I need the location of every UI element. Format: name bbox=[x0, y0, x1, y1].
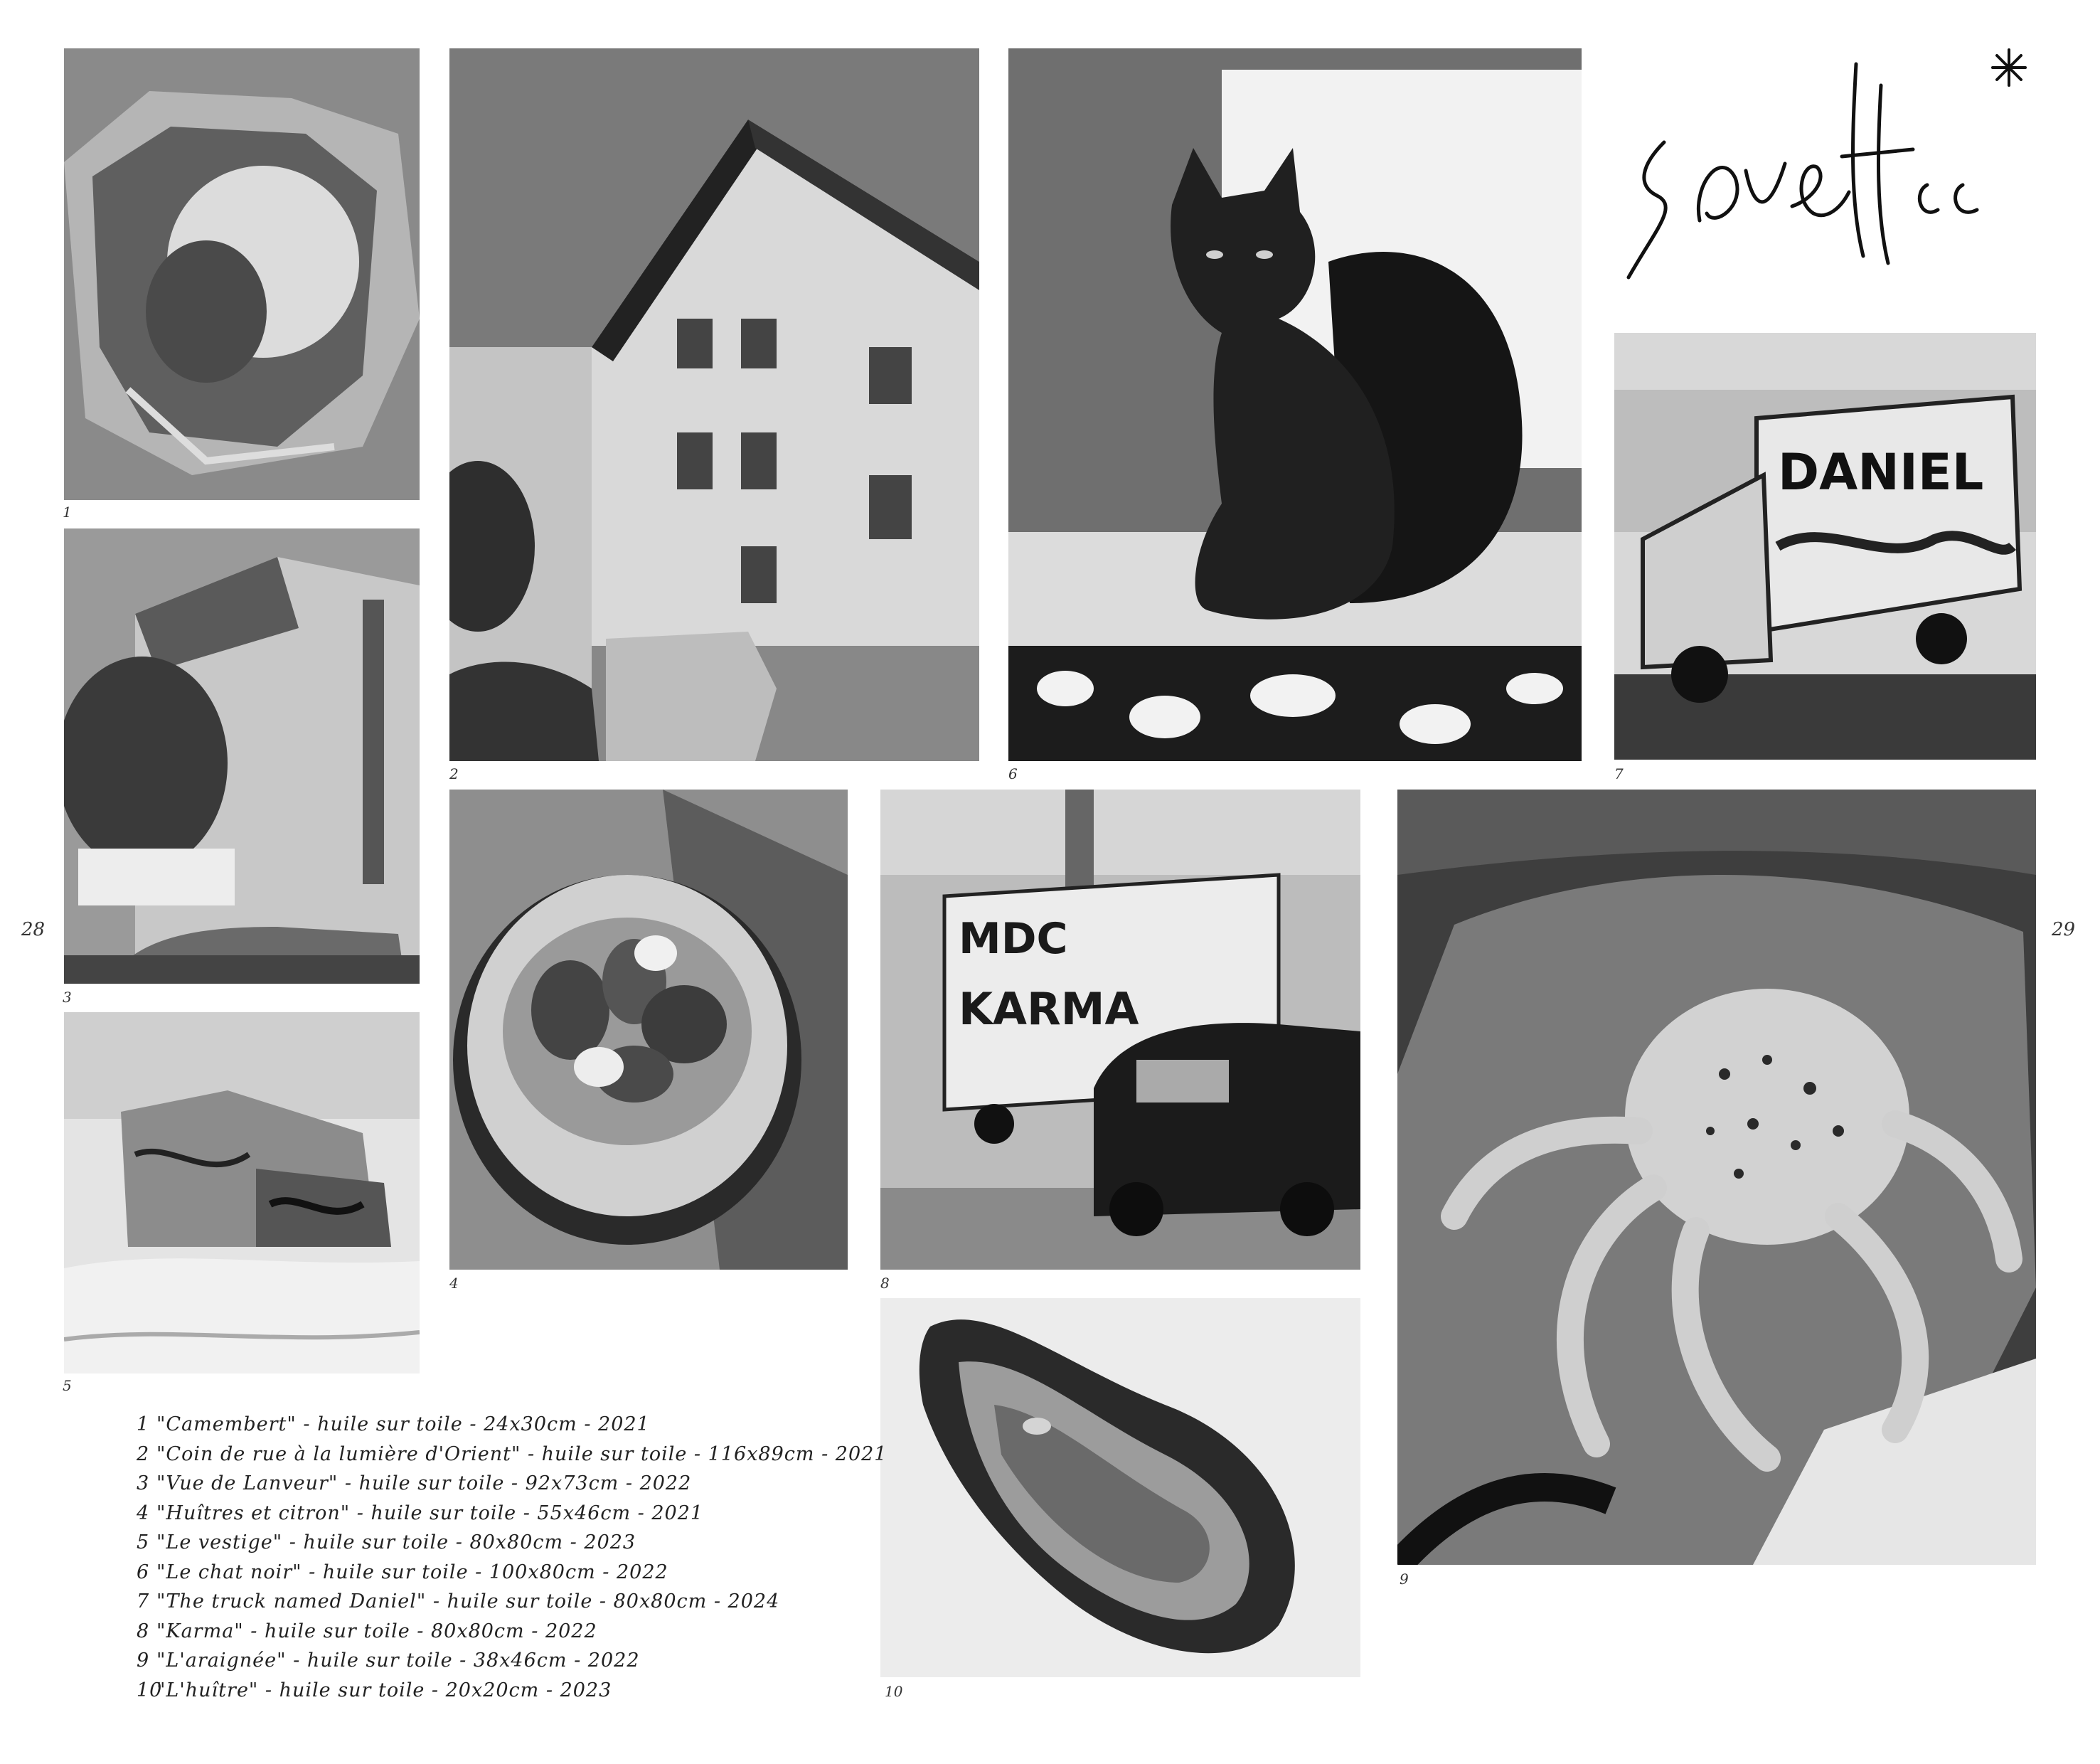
painting-number-3: 3 bbox=[63, 989, 72, 1006]
camembert-icon bbox=[64, 48, 420, 500]
painting-number-4: 4 bbox=[449, 1275, 459, 1292]
painting-number-8: 8 bbox=[880, 1275, 890, 1292]
truck-tag-mdc: MDC bbox=[959, 914, 1068, 964]
artist-signature-logo bbox=[1614, 43, 2041, 299]
painting-coin-de-rue bbox=[449, 48, 979, 761]
painting-number-5: 5 bbox=[63, 1377, 72, 1394]
truck-tag-daniel: DANIEL bbox=[1778, 443, 1984, 501]
oyster-plate-icon bbox=[449, 790, 848, 1270]
painting-number-9: 9 bbox=[1400, 1571, 1409, 1588]
painting-number-6: 6 bbox=[1008, 765, 1018, 782]
painting-l-araignee bbox=[1397, 790, 2036, 1565]
cat-icon bbox=[1008, 48, 1582, 761]
legend-item: 2 "Coin de rue à la lumière d'Orient" - huile sur toile - 116x89cm - 2021 bbox=[137, 1442, 888, 1465]
painting-truck-daniel bbox=[1614, 333, 2036, 760]
page-number-left: 28 bbox=[21, 919, 46, 940]
house-icon bbox=[449, 48, 979, 761]
painting-legend bbox=[137, 1410, 888, 1705]
page-number-right: 29 bbox=[2052, 919, 2076, 940]
painting-number-1: 1 bbox=[63, 504, 72, 521]
painting-vue-de-lanveur bbox=[64, 528, 420, 984]
legend-item: 8 "Karma" - huile sur toile - 80x80cm - 2022 bbox=[137, 1620, 597, 1642]
legend-item: 3 "Vue de Lanveur" - huile sur toile - 92x73cm - 2022 bbox=[137, 1472, 692, 1494]
truck-tag-karma: KARMA bbox=[959, 983, 1139, 1035]
legend-item: 9 "L'araignée" - huile sur toile - 38x46cm - 2022 bbox=[137, 1649, 640, 1672]
painting-le-chat-noir bbox=[1008, 48, 1582, 761]
legend-item: 10"L'huître" - huile sur toile - 20x20cm - 2023 bbox=[137, 1679, 612, 1701]
painting-huitres-et-citron bbox=[449, 790, 848, 1270]
painting-karma bbox=[880, 790, 1360, 1270]
legend-item: 7 "The truck named Daniel" - huile sur toile - 80x80cm - 2024 bbox=[137, 1590, 780, 1612]
legend-item: 6 "Le chat noir" - huile sur toile - 100x80cm - 2022 bbox=[137, 1561, 668, 1583]
painting-number-2: 2 bbox=[449, 765, 459, 782]
truck-icon bbox=[1614, 333, 2036, 760]
legend-item: 5 "Le vestige" - huile sur toile - 80x80cm - 2023 bbox=[137, 1531, 636, 1553]
legend-item: 1 "Camembert" - huile sur toile - 24x30cm - 2021 bbox=[137, 1413, 650, 1435]
asterisk-signature-logo bbox=[1614, 43, 2041, 299]
truck-street-icon bbox=[880, 790, 1360, 1270]
painting-number-10: 10 bbox=[885, 1683, 903, 1700]
painting-l-huitre bbox=[880, 1298, 1360, 1677]
painting-le-vestige bbox=[64, 1012, 420, 1374]
oyster-icon bbox=[880, 1298, 1360, 1677]
legend-item: 4 "Huîtres et citron" - huile sur toile - 55x46cm - 2021 bbox=[137, 1502, 704, 1524]
bunker-icon bbox=[64, 1012, 420, 1374]
crab-icon bbox=[1397, 790, 2036, 1565]
street-icon bbox=[64, 528, 420, 984]
painting-camembert bbox=[64, 48, 420, 500]
painting-number-7: 7 bbox=[1614, 765, 1624, 782]
